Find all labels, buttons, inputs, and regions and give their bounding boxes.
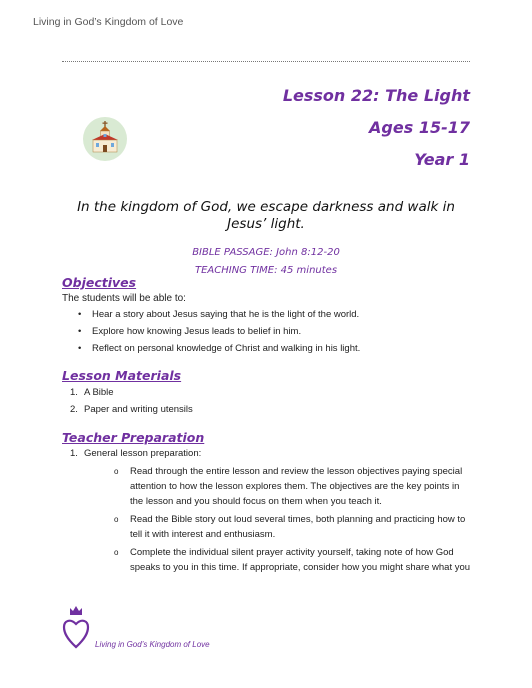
list-item: o Read the Bible story out loud several times, both planning and practicing how to tell it with interest and enthusiasm. [106, 512, 472, 542]
lesson-title-block [283, 86, 470, 182]
list-item: • Reflect on personal knowledge of Christ and walking in his light. [62, 342, 482, 355]
list-item: o Read through the entire lesson and review the lesson objectives paying special attention to how the lesson explores them. The objectives are the key points in the lesson and you should focus on them when you teach it. [106, 464, 472, 509]
list-item: o Complete the individual silent prayer activity yourself, taking note of how God speaks to you in this time. If appropriate, consider how you might share what you [106, 545, 472, 575]
preparation-heading: Teacher Preparation [62, 430, 205, 445]
item-text: Paper and writing utensils [84, 404, 193, 415]
bible-passage: BIBLE PASSAGE: John 8:12-20 [192, 247, 340, 258]
materials-list [62, 386, 482, 420]
objectives-intro: The students will be able to: [62, 293, 186, 304]
preparation-sublist [106, 464, 472, 575]
item-number: 1. [70, 387, 78, 398]
church-icon [82, 116, 128, 162]
objectives-list [62, 308, 482, 359]
list-item: • Hear a story about Jesus saying that he is the light of the world. [62, 308, 482, 321]
list-item [62, 386, 482, 399]
heart-crown-logo [62, 605, 90, 651]
lesson-theme: In the kingdom of God, we escape darkness and walk in Jesus’ light. [77, 199, 455, 232]
lesson-title: Lesson 22: The Light [282, 86, 470, 105]
item-number: 2. [70, 404, 78, 415]
item-text: General lesson preparation: [84, 448, 202, 459]
item-number: 1. [70, 448, 78, 459]
teaching-time: TEACHING TIME: 45 minutes [194, 265, 338, 276]
materials-heading: Lesson Materials [62, 368, 182, 383]
page-footer: Living in God’s Kingdom of Love [95, 640, 210, 649]
objectives-heading: Objectives [62, 275, 137, 290]
page-header: Living in God’s Kingdom of Love [33, 16, 184, 28]
preparation-list [62, 447, 472, 579]
item-text: A Bible [84, 387, 114, 398]
list-item [62, 447, 472, 575]
list-item [62, 403, 482, 416]
lesson-ages: Ages 15-17 [369, 118, 470, 137]
list-item: • Explore how knowing Jesus leads to belief in him. [62, 325, 482, 338]
lesson-year: Year 1 [414, 150, 470, 169]
header-divider [62, 61, 470, 62]
